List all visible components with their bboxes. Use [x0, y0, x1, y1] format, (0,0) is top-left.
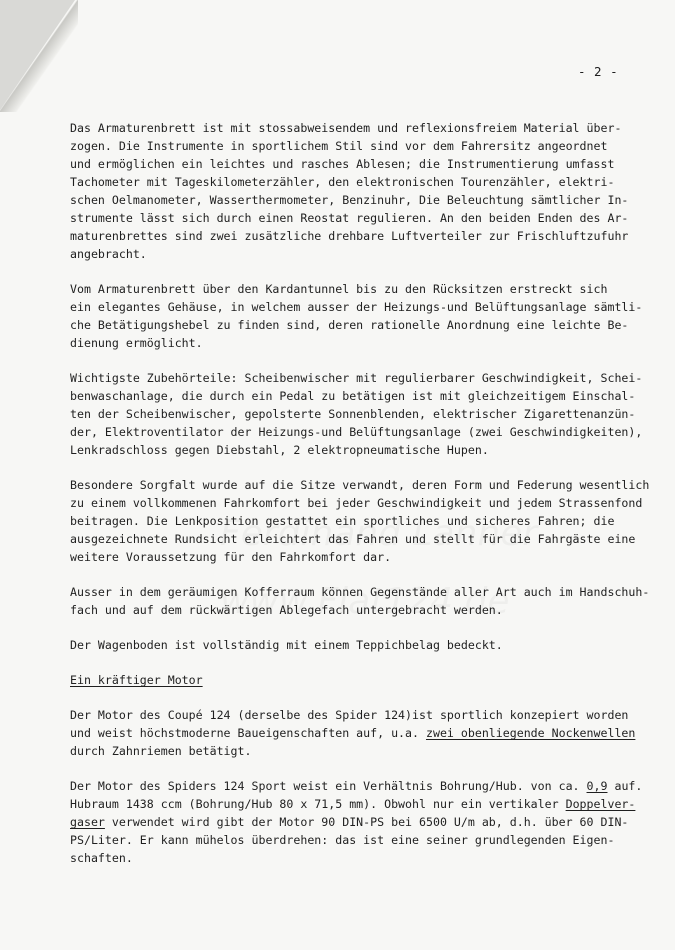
paragraph-list: [70, 119, 662, 654]
text-line: der, Elektroventilator der Heizungs-und Belüftungsanlage (zwei Geschwindigkeiten),: [70, 425, 643, 439]
text-run: auf.: [607, 779, 643, 793]
underlined-text: 0,9: [586, 779, 608, 793]
text-line: schen Oelmanometer, Wasserthermometer, Benzinuhr, Die Beleuchtung sämtlicher In-: [70, 193, 629, 207]
paragraph: [70, 369, 662, 459]
text-line: durch Zahnriemen betätigt.: [70, 744, 252, 758]
page-corner-shadow: [0, 0, 78, 112]
text-line: beitragen. Die Lenkposition gestattet ein sportliches und sicheres Fahren; die: [70, 514, 615, 528]
text-line: zogen. Die Instrumente in sportlichem Stil sind vor dem Fahrersitz angeordnet: [70, 139, 608, 153]
page-number: - 2 -: [578, 64, 619, 79]
text-line: [70, 813, 662, 831]
text-line: Lenkradschloss gegen Diebstahl, 2 elektropneumatische Hupen.: [70, 443, 489, 457]
text-line: strumente lässt sich durch einen Reostat regulieren. An den beiden Enden des Ar-: [70, 211, 629, 225]
text-line: Wichtigste Zubehörteile: Scheibenwischer mit regulierbarer Geschwindigkeit, Schei-: [70, 371, 643, 385]
section-heading-text: Ein kräftiger Motor: [70, 673, 203, 687]
text-line: PS/Liter. Er kann mühelos überdrehen: das ist eine seiner grundlegenden Eigen-: [70, 833, 615, 847]
text-run: Hubraum 1438 ccm (Bohrung/Hub 80 x 71,5 mm). Obwohl nur ein vertikaler: [70, 797, 566, 811]
underlined-text: gaser: [70, 815, 105, 829]
underlined-text: Doppelver-: [565, 797, 636, 811]
paragraph: [70, 280, 662, 352]
text-line: benwaschanlage, die durch ein Pedal zu betätigen ist mit gleichzeitigem Einschal-: [70, 389, 636, 403]
text-line: ein elegantes Gehäuse, in welchem ausser der Heizungs-und Belüftungsanlage sämtli-: [70, 300, 643, 314]
paragraph: [70, 636, 662, 654]
text-line: und ermöglichen ein leichtes und rasches Ablesen; die Instrumentierung umfasst: [70, 157, 615, 171]
motor-paragraph-1: [70, 706, 662, 760]
text-run: und weist höchstmoderne Baueigenschaften auf, u.a.: [70, 726, 426, 740]
text-line: zu einem vollkommenen Fahrkomfort bei jeder Geschwindigkeit und jedem Strassenfond: [70, 496, 643, 510]
text-line: ausgezeichnete Rundsicht erleichtert das Fahren und stellt für die Fahrgäste eine: [70, 532, 636, 546]
text-run: Der Motor des Spiders 124 Sport weist ein Verhältnis Bohrung/Hub. von ca.: [70, 779, 587, 793]
text-line: [70, 795, 662, 813]
text-line: [70, 777, 662, 795]
underlined-text: zwei obenliegende Nockenwellen: [425, 726, 636, 740]
text-line: che Betätigungshebel zu finden sind, deren rationelle Anordnung eine leichte Be-: [70, 318, 629, 332]
text-run: verwendet wird gibt der Motor 90 DIN-PS bei 6500 U/m ab, d.h. über 60 DIN-: [104, 815, 629, 829]
text-line: Der Motor des Coupé 124 (derselbe des Spider 124)ist sportlich konzepiert worden: [70, 708, 629, 722]
text-line: ten der Scheibenwischer, gepolsterte Sonnenblenden, elektrischer Zigarettenanzün-: [70, 407, 636, 421]
paragraph: [70, 119, 662, 263]
paragraph: [70, 476, 662, 566]
text-line: angebracht.: [70, 247, 147, 261]
text-line: Tachometer mit Tageskilometerzähler, den elektronischen Tourenzähler, elektri-: [70, 175, 615, 189]
text-line: [70, 724, 662, 742]
text-line: Vom Armaturenbrett über den Kardantunnel bis zu den Rücksitzen erstreckt sich: [70, 282, 608, 296]
text-line: weitere Voraussetzung für den Fahrkomfort dar.: [70, 550, 392, 564]
text-line: Der Wagenboden ist vollständig mit einem Teppichbelag bedeckt.: [70, 638, 503, 652]
text-line: dienung ermöglicht.: [70, 336, 203, 350]
document-body: [70, 119, 662, 884]
text-line: Das Armaturenbrett ist mit stossabweisendem und reflexionsfreiem Material über-: [70, 121, 622, 135]
text-line: Besondere Sorgfalt wurde auf die Sitze verwandt, deren Form und Federung wesentlich: [70, 478, 650, 492]
text-line: fach und auf dem rückwärtigen Ablegefach untergebracht werden.: [70, 603, 503, 617]
text-line: schaften.: [70, 851, 133, 865]
paragraph: [70, 583, 662, 619]
section-heading: [70, 671, 662, 689]
text-line: maturenbrettes sind zwei zusätzliche drehbare Luftverteiler zur Frischluftzufuhr: [70, 229, 629, 243]
text-line: Ausser in dem geräumigen Kofferraum können Gegenstände aller Art auch im Handschuh-: [70, 585, 650, 599]
motor-paragraph-2: [70, 777, 662, 867]
